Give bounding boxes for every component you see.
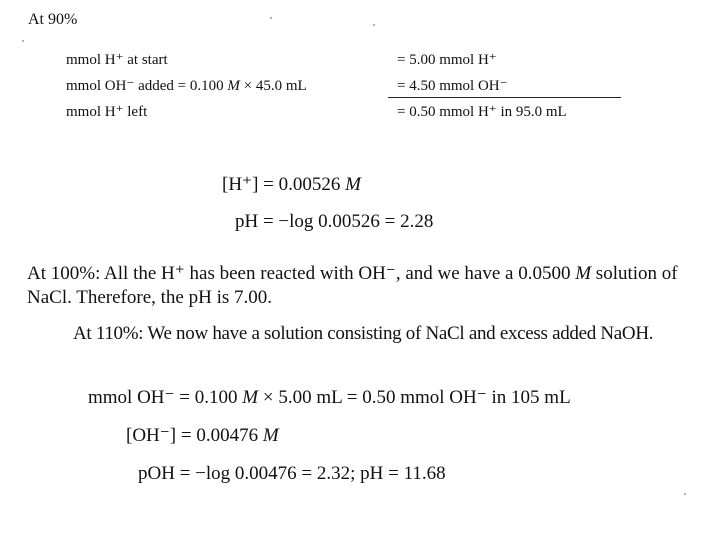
- scan-speck: [684, 493, 686, 495]
- oh-mmol-text-1: mmol OH⁻ = 0.100: [88, 387, 243, 408]
- row-h-left-value: = 0.50 mmol H⁺ in 95.0 mL: [397, 104, 567, 120]
- oh-added-text-1: mmol OH⁻ added = 0.100: [66, 78, 228, 94]
- para-100-text-2: solution of NaCl. Therefore, the pH is 7.00.: [27, 263, 678, 308]
- molarity-symbol: M: [345, 174, 361, 195]
- molarity-symbol: M: [242, 387, 259, 408]
- oh-mmol-text-2: × 5.00 mL = 0.50 mmol OH⁻ in 105 mL: [258, 387, 571, 408]
- h-conc-text: [H⁺] = 0.00526: [222, 174, 346, 195]
- oh-added-text-2: × 45.0 mL: [239, 78, 307, 94]
- scan-speck: [373, 24, 375, 26]
- molarity-symbol: M: [575, 263, 592, 284]
- ph-eq-90: pH = −log 0.00526 = 2.28: [235, 211, 434, 232]
- molarity-symbol: M: [262, 425, 279, 446]
- row-h-start-label: mmol H⁺ at start: [66, 52, 168, 68]
- para-100-text-1: At 100%: All the H⁺ has been reacted with OH⁻, and we have a 0.0500: [27, 263, 576, 284]
- scan-speck: [22, 40, 24, 42]
- oh-concentration-eq: [126, 424, 279, 447]
- oh-mmol-eq: [88, 386, 571, 409]
- poh-ph-eq: pOH = −log 0.00476 = 2.32; pH = 11.68: [138, 463, 446, 484]
- heading-at-90: At 90%: [28, 11, 78, 28]
- row-oh-added-label: [66, 76, 307, 95]
- paragraph-at-100: [27, 262, 679, 310]
- molarity-symbol: M: [227, 78, 240, 94]
- h-concentration-eq: [222, 173, 361, 196]
- row-h-left-label: mmol H⁺ left: [66, 104, 148, 120]
- paragraph-at-110: At 110%: We now have a solution consisting of NaCl and excess added NaOH.: [73, 323, 654, 344]
- scan-speck: [270, 17, 272, 19]
- row-h-start-value: = 5.00 mmol H⁺: [397, 52, 497, 68]
- row-oh-added-value: = 4.50 mmol OH⁻: [397, 78, 508, 94]
- subtraction-rule: [388, 97, 621, 98]
- oh-conc-text: [OH⁻] = 0.00476: [126, 425, 263, 446]
